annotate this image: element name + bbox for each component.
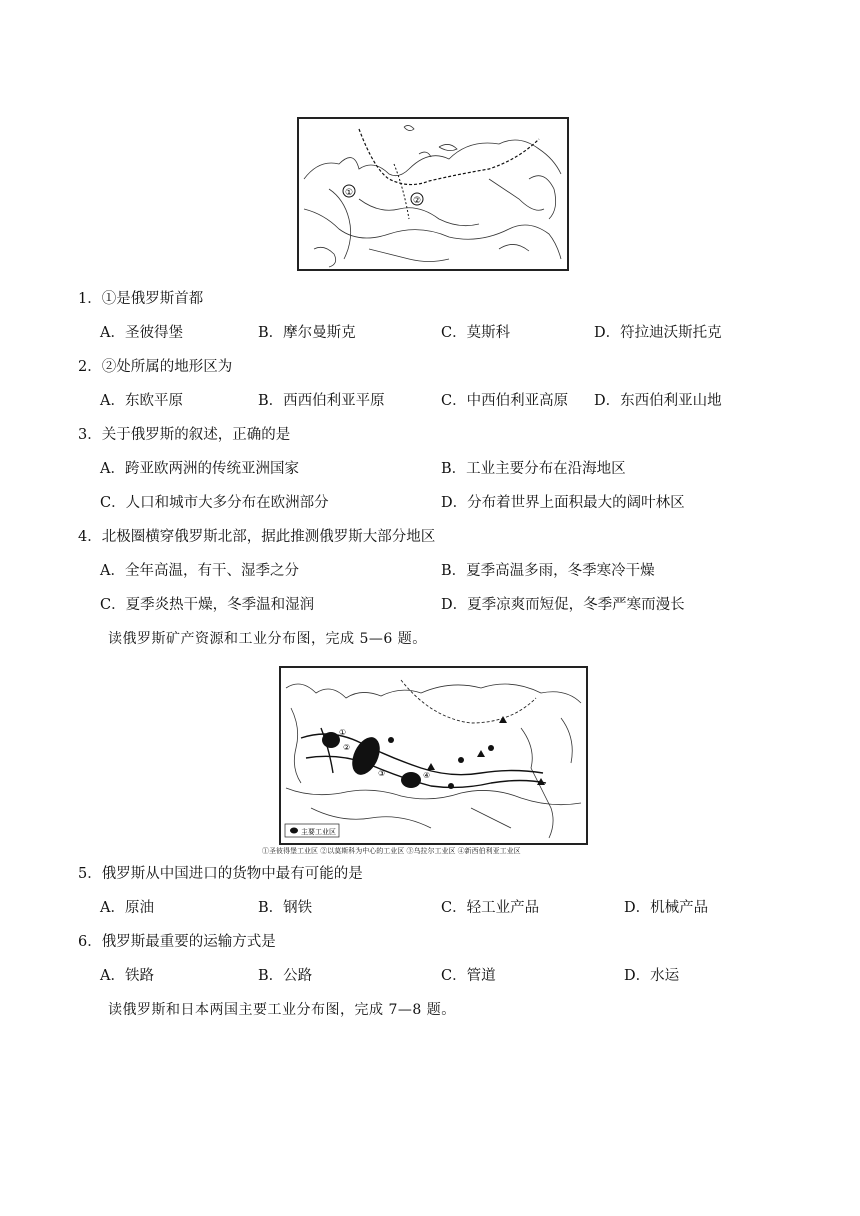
- question-3-option-a: A．跨亚欧两洲的传统亚洲国家: [100, 461, 299, 477]
- map2-caption: ①圣彼得堡工业区 ②以莫斯科为中心的工业区 ③乌拉尔工业区 ④新西伯利亚工业区: [262, 847, 521, 855]
- section-intro-5-6: 读俄罗斯矿产资源和工业分布图，完成 5—6 题。: [108, 631, 427, 647]
- question-1-option-b: B．摩尔曼斯克: [258, 325, 356, 341]
- question-3-option-b: B．工业主要分布在沿海地区: [441, 461, 626, 477]
- question-5-option-b: B．钢铁: [258, 900, 313, 916]
- question-2-option-c: C．中西伯利亚高原: [441, 393, 569, 409]
- map2-legend-label: 主要工业区: [301, 828, 336, 836]
- map2-marker-1: ①: [339, 728, 347, 737]
- russia-outline-figure: [299, 119, 567, 269]
- question-2-option-b: B．西西伯利亚平原: [258, 393, 385, 409]
- question-5-stem: 5．俄罗斯从中国进口的货物中最有可能的是: [78, 866, 363, 882]
- question-2-option-a: A．东欧平原: [100, 393, 183, 409]
- industry-distribution-figure: [281, 668, 586, 843]
- question-5-option-c: C．轻工业产品: [441, 900, 540, 916]
- question-6-stem: 6．俄罗斯最重要的运输方式是: [78, 934, 276, 950]
- question-3-stem: 3．关于俄罗斯的叙述，正确的是: [78, 427, 291, 443]
- section-intro-7-8: 读俄罗斯和日本两国主要工业分布图，完成 7—8 题。: [108, 1002, 456, 1018]
- question-6-option-b: B．公路: [258, 968, 313, 984]
- map2-marker-2: ②: [343, 743, 351, 752]
- question-2-stem: 2．②处所属的地形区为: [78, 359, 233, 375]
- question-1-option-a: A．圣彼得堡: [100, 325, 183, 341]
- question-5-option-d: D．机械产品: [624, 900, 709, 916]
- question-6-option-d: D．水运: [624, 968, 680, 984]
- russia-location-map: [297, 117, 569, 271]
- map1-marker-1: ①: [344, 188, 354, 198]
- map2-marker-4: ④: [423, 771, 431, 780]
- question-5-option-a: A．原油: [100, 900, 154, 916]
- question-2-option-d: D．东西伯利亚山地: [594, 393, 722, 409]
- question-4-option-d: D．夏季凉爽而短促，冬季严寒而漫长: [441, 597, 685, 613]
- question-6-option-c: C．管道: [441, 968, 496, 984]
- map2-marker-3: ③: [378, 769, 386, 778]
- question-1-option-c: C．莫斯科: [441, 325, 511, 341]
- map1-marker-2: ②: [412, 196, 422, 206]
- question-3-option-d: D．分布着世界上面积最大的阔叶林区: [441, 495, 685, 511]
- question-4-option-c: C．夏季炎热干燥，冬季温和湿润: [100, 597, 315, 613]
- question-4-stem: 4．北极圈横穿俄罗斯北部，据此推测俄罗斯大部分地区: [78, 529, 436, 545]
- question-3-option-c: C．人口和城市大多分布在欧洲部分: [100, 495, 329, 511]
- question-1-stem: 1．①是俄罗斯首都: [78, 291, 204, 307]
- question-4-option-b: B．夏季高温多雨，冬季寒冷干燥: [441, 563, 655, 579]
- question-4-option-a: A．全年高温，有干、湿季之分: [100, 563, 299, 579]
- question-6-option-a: A．铁路: [100, 968, 154, 984]
- russia-industry-map: [279, 666, 588, 845]
- question-1-option-d: D．符拉迪沃斯托克: [594, 325, 722, 341]
